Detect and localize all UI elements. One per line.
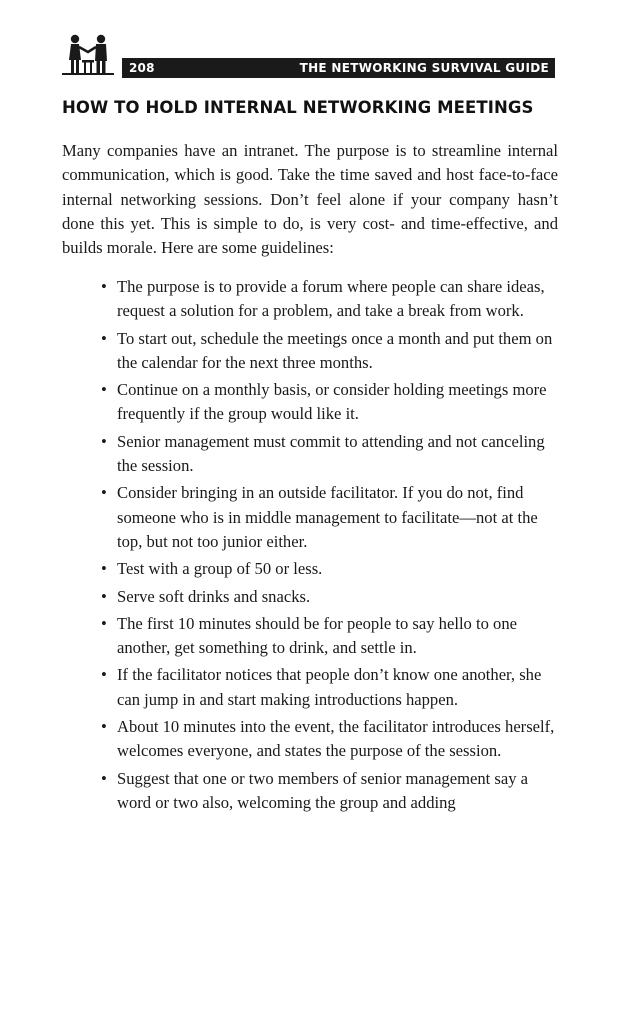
list-item — [62, 767, 562, 816]
bullet-icon: • — [101, 613, 107, 633]
list-item — [62, 663, 562, 712]
bullet-icon: • — [101, 277, 107, 296]
list-item-text: Suggest that one or two members of senior management say a word or two also, welcoming the group and adding — [117, 768, 529, 812]
list-item-text: Consider bringing in an outside facilitator. If you do not, find someone who is in middle management to facilitate—not at the top, but not too junior either. — [117, 483, 538, 551]
bullet-icon: • — [101, 483, 107, 503]
bullet-icon: • — [101, 431, 107, 451]
list-item-text: If the facilitator notices that people don’t know one another, she can jump in and start making introductions happen. — [117, 665, 542, 709]
bullet-icon: • — [101, 768, 107, 788]
list-item — [62, 430, 562, 479]
list-item — [62, 327, 562, 376]
list-item — [62, 481, 562, 554]
page-number: 208 — [129, 61, 155, 75]
list-item-text: The purpose is to provide a forum where people can share ideas, request a solution for a problem, and take a break from work. — [117, 277, 545, 321]
list-item-text: Serve soft drinks and snacks. — [117, 586, 311, 606]
list-item — [62, 585, 562, 609]
bullet-icon: • — [101, 665, 107, 685]
list-item — [62, 715, 562, 764]
list-item-text: To start out, schedule the meetings once a month and put them on the calendar for the next three months. — [117, 328, 553, 372]
bullet-icon: • — [101, 380, 107, 400]
bullet-icon: • — [101, 717, 107, 737]
list-item — [62, 557, 562, 581]
running-title: THE NETWORKING SURVIVAL GUIDE — [299, 61, 549, 75]
list-item-text: The first 10 minutes should be for people to say hello to one another, get something to drink, and settle in. — [117, 613, 518, 658]
list-item — [62, 612, 562, 661]
list-item — [62, 275, 562, 324]
bullet-icon: • — [101, 559, 107, 579]
list-item-text: Continue on a monthly basis, or consider holding meetings more frequently if the group would like it. — [117, 380, 547, 424]
running-header-bar — [122, 58, 555, 78]
bullet-icon: • — [101, 328, 107, 348]
list-item-text: Test with a group of 50 or less. — [117, 559, 323, 579]
list-item — [62, 378, 562, 427]
intro-paragraph: Many companies have an intranet. The purpose is to streamline internal communication, which is good. Take the time saved and host face-to-face internal networking sessions. Don’t feel alone if your company hasn’t done this yet. This is simple to do, is very cost- and time-effective, and builds morale. Here are some guidelines: — [62, 141, 558, 258]
handshake-icon — [58, 30, 118, 80]
guidelines-list — [62, 275, 562, 818]
list-item-text: About 10 minutes into the event, the facilitator introduces herself, welcomes everyone, and states the purpose of the session. — [117, 717, 555, 761]
list-item-text: Senior management must commit to attending and not canceling the session. — [117, 431, 545, 476]
bullet-icon: • — [101, 586, 107, 606]
section-heading: HOW TO HOLD INTERNAL NETWORKING MEETINGS — [62, 98, 534, 117]
